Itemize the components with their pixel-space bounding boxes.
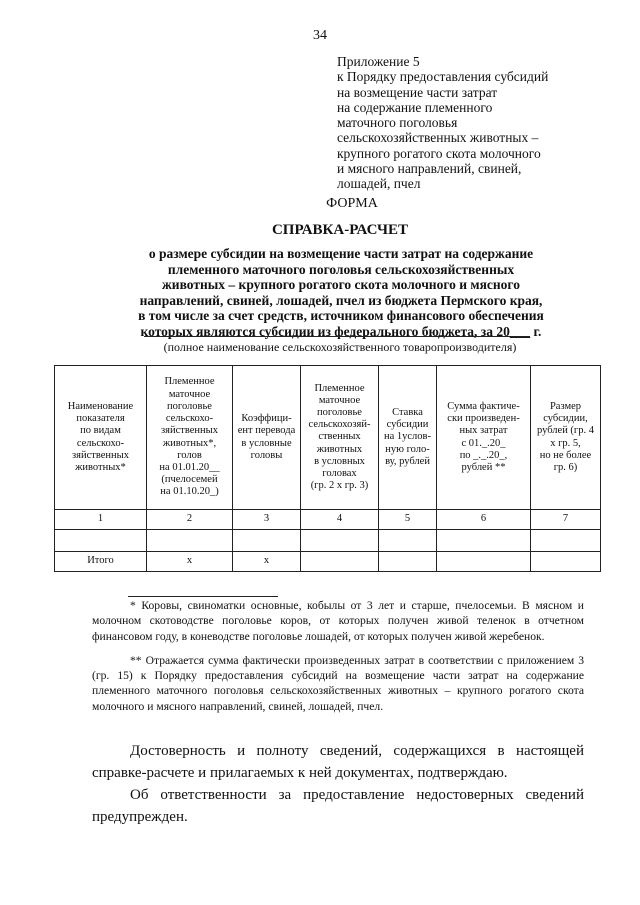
column-number: 5 — [379, 510, 437, 530]
total-cell[interactable] — [379, 552, 437, 572]
total-cell[interactable] — [531, 552, 601, 572]
column-number: 6 — [437, 510, 531, 530]
appendix-line: на содержание племенного — [337, 99, 493, 115]
total-row — [55, 552, 601, 572]
header-cell: Наименование показателя по видам сельскохо- зяйственных животных* — [55, 366, 147, 510]
subtitle-line: в том числе за счет средств, источником финансового обеспечения — [138, 308, 544, 324]
page-number: 34 — [313, 28, 327, 43]
header-cell: Племенное маточное поголовье сельскохозяй- ственных животных в условных головах (гр. 2 х гр. 3) — [301, 366, 379, 510]
confirmation-text — [92, 740, 584, 828]
column-number: 1 — [55, 510, 147, 530]
appendix-line: маточного поголовья — [337, 115, 458, 131]
subtitle-line: направлений, свиней, лошадей, пчел из бюджета Пермского края, — [139, 292, 543, 308]
form-label: ФОРМА — [326, 196, 378, 211]
subtitle-line: о размере субсидии на возмещение части затрат на содержание — [148, 246, 534, 261]
column-number: 7 — [531, 510, 601, 530]
footnote-1: * Коровы, свиноматки основные, кобылы от 3 лет и старше, пчелосемьи. В мясном и молочном скотоводстве поголовье коров, от которых получен живой теленок в отчетном финансовом году, в коневодстве поголовье лошадей, от которых получен живой жеребенок. — [92, 599, 584, 643]
table-cell[interactable] — [437, 530, 531, 552]
appendix-line: к Порядку предоставления субсидий — [337, 69, 549, 85]
appendix-line: крупного рогатого скота молочного — [337, 145, 541, 161]
footnotes — [92, 598, 584, 723]
total-label: Итого — [55, 552, 147, 572]
calculation-table — [54, 365, 601, 572]
header-cell: Коэффици- ент перевода в условные головы — [233, 366, 301, 510]
appendix-line: Приложение 5 — [337, 54, 420, 69]
document-title: СПРАВКА-РАСЧЕТ — [271, 222, 409, 238]
appendix-line: и мясного направлений, свиней, — [337, 161, 522, 177]
appendix-note — [337, 54, 587, 192]
header-cell: Племенное маточное поголовье сельскохо- зяйственных животных*, голов на 01.01.20__ (пчелосемей на 01.10.20_) — [147, 366, 233, 510]
subtitle-line: животных – крупного рогатого скота молочного и мясного — [162, 277, 520, 293]
confirmation-paragraph: Об ответственности за предоставление недостоверных сведений предупрежден. — [92, 787, 584, 825]
confirmation-paragraph: Достоверность и полноту сведений, содержащихся в настоящей справке-расчете и прилагаемых к ней документах, подтверждаю. — [92, 743, 584, 781]
column-number: 2 — [147, 510, 233, 530]
header-cell: Сумма фактиче- ски произведен- ных затрат с 01._.20_ по _._.20_, рублей ** — [437, 366, 531, 510]
table-cell[interactable] — [147, 530, 233, 552]
document-subtitle — [96, 246, 586, 340]
table-cell[interactable] — [301, 530, 379, 552]
appendix-line: на возмещение части затрат — [337, 84, 498, 100]
header-cell: Ставка субсидии на 1услов- ную голо- ву, рублей — [379, 366, 437, 510]
total-cell[interactable] — [301, 552, 379, 572]
column-number: 3 — [233, 510, 301, 530]
total-cell: х — [233, 552, 301, 572]
table-cell[interactable] — [379, 530, 437, 552]
table-row — [55, 530, 601, 552]
appendix-line: лошадей, пчел — [337, 176, 421, 192]
table-header-row — [55, 366, 601, 510]
table-cell[interactable] — [531, 530, 601, 552]
producer-caption: (полное наименование сельскохозяйственного товаропроизводителя) — [163, 340, 517, 354]
table-cell[interactable] — [233, 530, 301, 552]
header-cell: Размер субсидии, рублей (гр. 4 х гр. 5, но не более гр. 6) — [531, 366, 601, 510]
producer-name-line[interactable] — [144, 336, 530, 337]
total-cell[interactable] — [437, 552, 531, 572]
footnote-separator — [128, 596, 278, 597]
footnote-2: ** Отражается сумма фактически произведенных затрат в соответствии с приложением 3 (гр. 15) к Порядку предоставления субсидий на возмещение части затрат на содержание племенного маточного поголовья сельскохозяйственных животных – крупного рогатого скота молочного и мясного направлений, свиней, лошадей, пчел. — [92, 653, 584, 713]
table-cell[interactable] — [55, 530, 147, 552]
subtitle-line: которых являются субсидии из федерального бюджета, за 20___ г. — [140, 323, 542, 339]
column-number-row — [55, 510, 601, 530]
appendix-line: сельскохозяйственных животных – — [337, 130, 539, 146]
total-cell: х — [147, 552, 233, 572]
column-number: 4 — [301, 510, 379, 530]
subtitle-line: племенного маточного поголовья сельскохозяйственных — [167, 261, 515, 277]
